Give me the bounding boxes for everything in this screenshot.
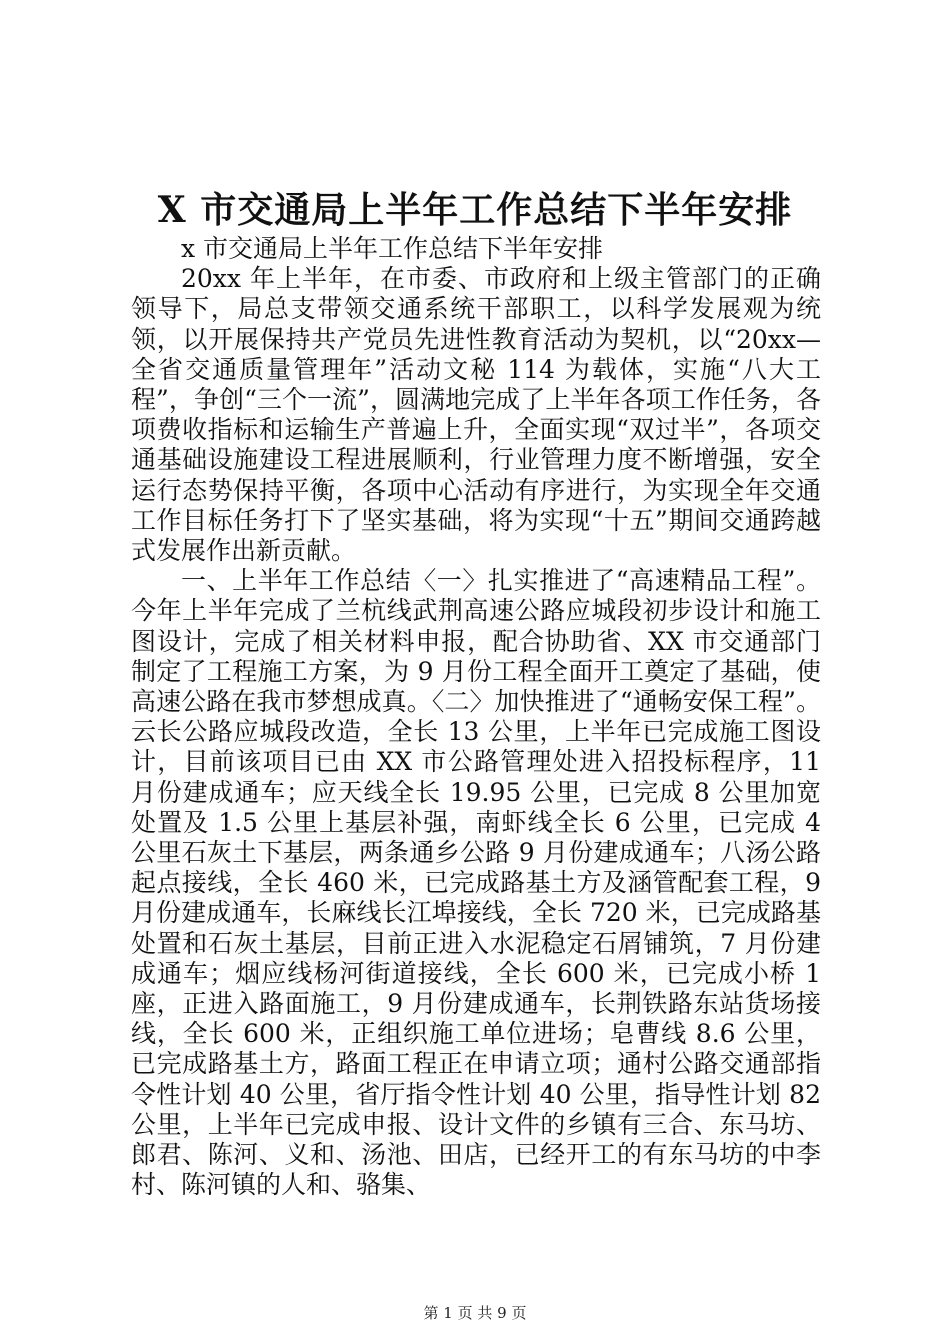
document-title: X 市交通局上半年工作总结下半年安排 [157, 189, 793, 231]
page-number-footer: 第 1 页 共 9 页 [423, 1304, 527, 1322]
intro-paragraph: 20xx 年上半年，在市委、市政府和上级主管部门的正确领导下，局总支带领交通系统干部职工，以科学发展观为统领，以开展保持共产党员先进性教育活动为契机，以“20xx—全省交通质量管理年”活动文秘 114 为载体，实施“八大工程”，争创“三个一流”，圆满地完成了上半年各项工作任务，各项费收指标和运输生产普遍上升，全面实现“双过半”，各项交通基础设施建设工程进展顺利，行业管理力度不断增强，安全运行态势保持平衡，各项中心活动有序进行，为实现全年交通工作目标任务打下了坚实基础，将为实现“十五”期间交通跨越式发展作出新贡献。 [131, 264, 821, 566]
subtitle-paragraph: x 市交通局上半年工作总结下半年安排 [181, 234, 604, 263]
summary-paragraph: 一、上半年工作总结〈一〉扎实推进了“高速精品工程”。今年上半年完成了兰杭线武荆高速公路应城段初步设计和施工图设计，完成了相关材料申报，配合协助省、XX 市交通部门制定了工程施工方案，为 9 月份工程全面开工奠定了基础，使高速公路在我市梦想成真。〈二〉加快推进了“通畅安保工程”。云长公路应城段改造，全长 13 公里，上半年已完成施工图设计，目前该项目已由 XX 市公路管理处进入招投标程序，11 月份建成通车；应天线全长 19.95 公里，已完成 8 公里加宽处置及 1.5 公里上基层补强，南虾线全长 6 公里，已完成 4 公里石灰土下基层，两条通乡公路 9 月份建成通车；八汤公路起点接线，全长 460 米，已完成路基土方及涵管配套工程，9 月份建成通车，长麻线长江埠接线，全长 720 米，已完成路基处置和石灰土基层，目前正进入水泥稳定石屑铺筑，7 月份建成通车；烟应线杨河街道接线，全长 600 米，已完成小桥 1 座，正进入路面施工，9 月份建成通车，长荆铁路东站货场接线，全长 600 米，正组织施工单位进场；皂曹线 8.6 公里，已完成路基土方，路面工程正在申请立项；通村公路交通部指令性计划 40 公里，省厅指令性计划 40 公里，指导性计划 82 公里，上半年已完成申报、设计文件的乡镇有三合、东马坊、郎君、陈河、义和、汤池、田店，已经开工的有东马坊的中李村、陈河镇的人和、骆集、 [131, 566, 821, 1200]
document-body [131, 234, 821, 1201]
